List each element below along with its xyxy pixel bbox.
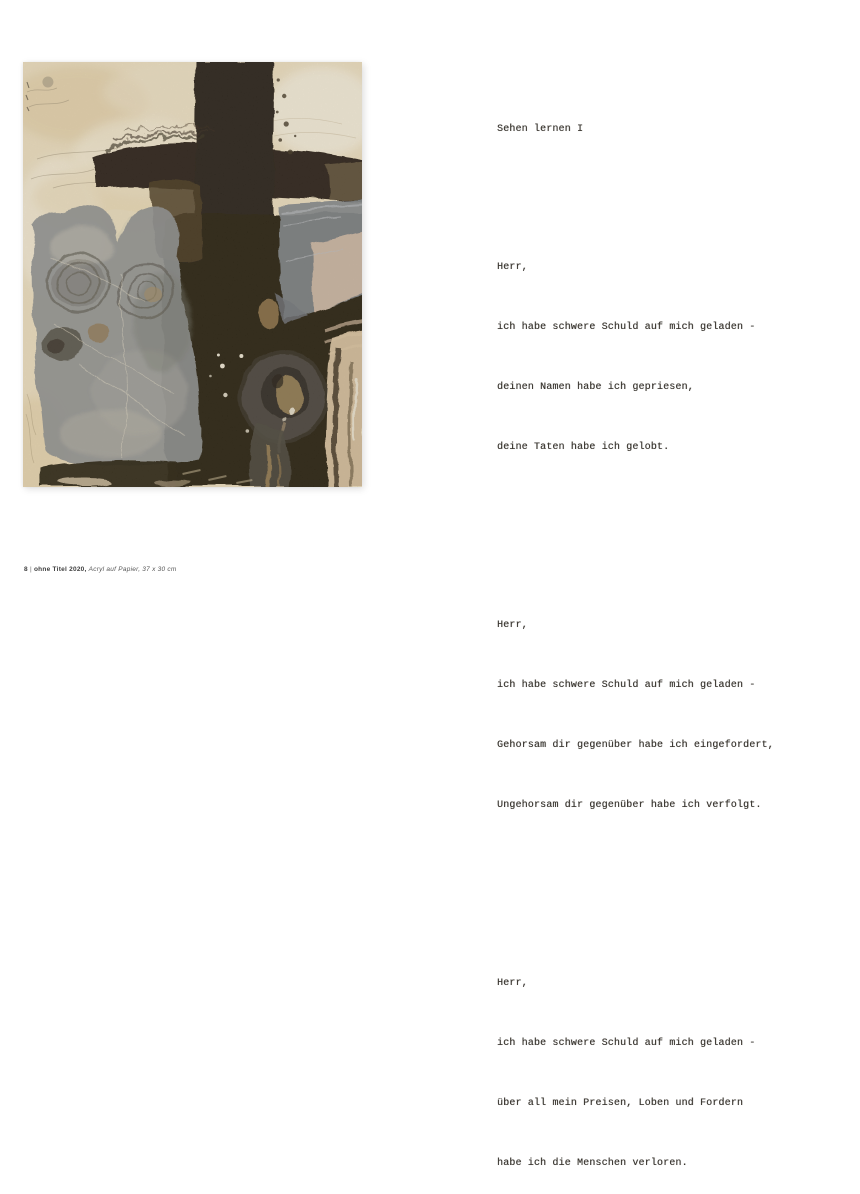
poem-line: deine Taten habe ich gelobt. [497,442,670,453]
poem-line: Ungehorsam dir gegenüber habe ich verfolgt. [497,800,762,811]
canvas-grain [23,62,362,487]
poem-line: Herr, [497,620,528,631]
artwork-painting [23,62,362,487]
poem [497,80,774,1194]
poem-title: Sehen lernen I [497,124,584,135]
poem-line: ich habe schwere Schuld auf mich geladen - [497,322,756,333]
poem-line: Herr, [497,262,528,273]
poem-line: habe ich die Menschen verloren. [497,1158,688,1169]
poem-line: deinen Namen habe ich gepriesen, [497,382,694,393]
poem-line: ich habe schwere Schuld auf mich geladen - [497,1038,756,1049]
poem-line: Herr, [497,978,528,989]
artwork-caption [24,566,177,575]
artwork [23,62,362,487]
poem-line: über all mein Preisen, Loben und Fordern [497,1098,744,1109]
caption-medium: Acryl auf Papier, 37 x 30 cm [88,566,177,573]
poem-stanza [497,218,774,498]
poem-line: Gehorsam dir gegenüber habe ich eingefordert, [497,740,774,751]
caption-number: 8 [24,566,28,573]
caption-title: ohne Titel 2020, [33,566,87,573]
caption-separator: | [29,566,32,573]
poem-stanza [497,576,774,856]
poem-stanza [497,934,774,1194]
poem-line: ich habe schwere Schuld auf mich geladen - [497,680,756,691]
